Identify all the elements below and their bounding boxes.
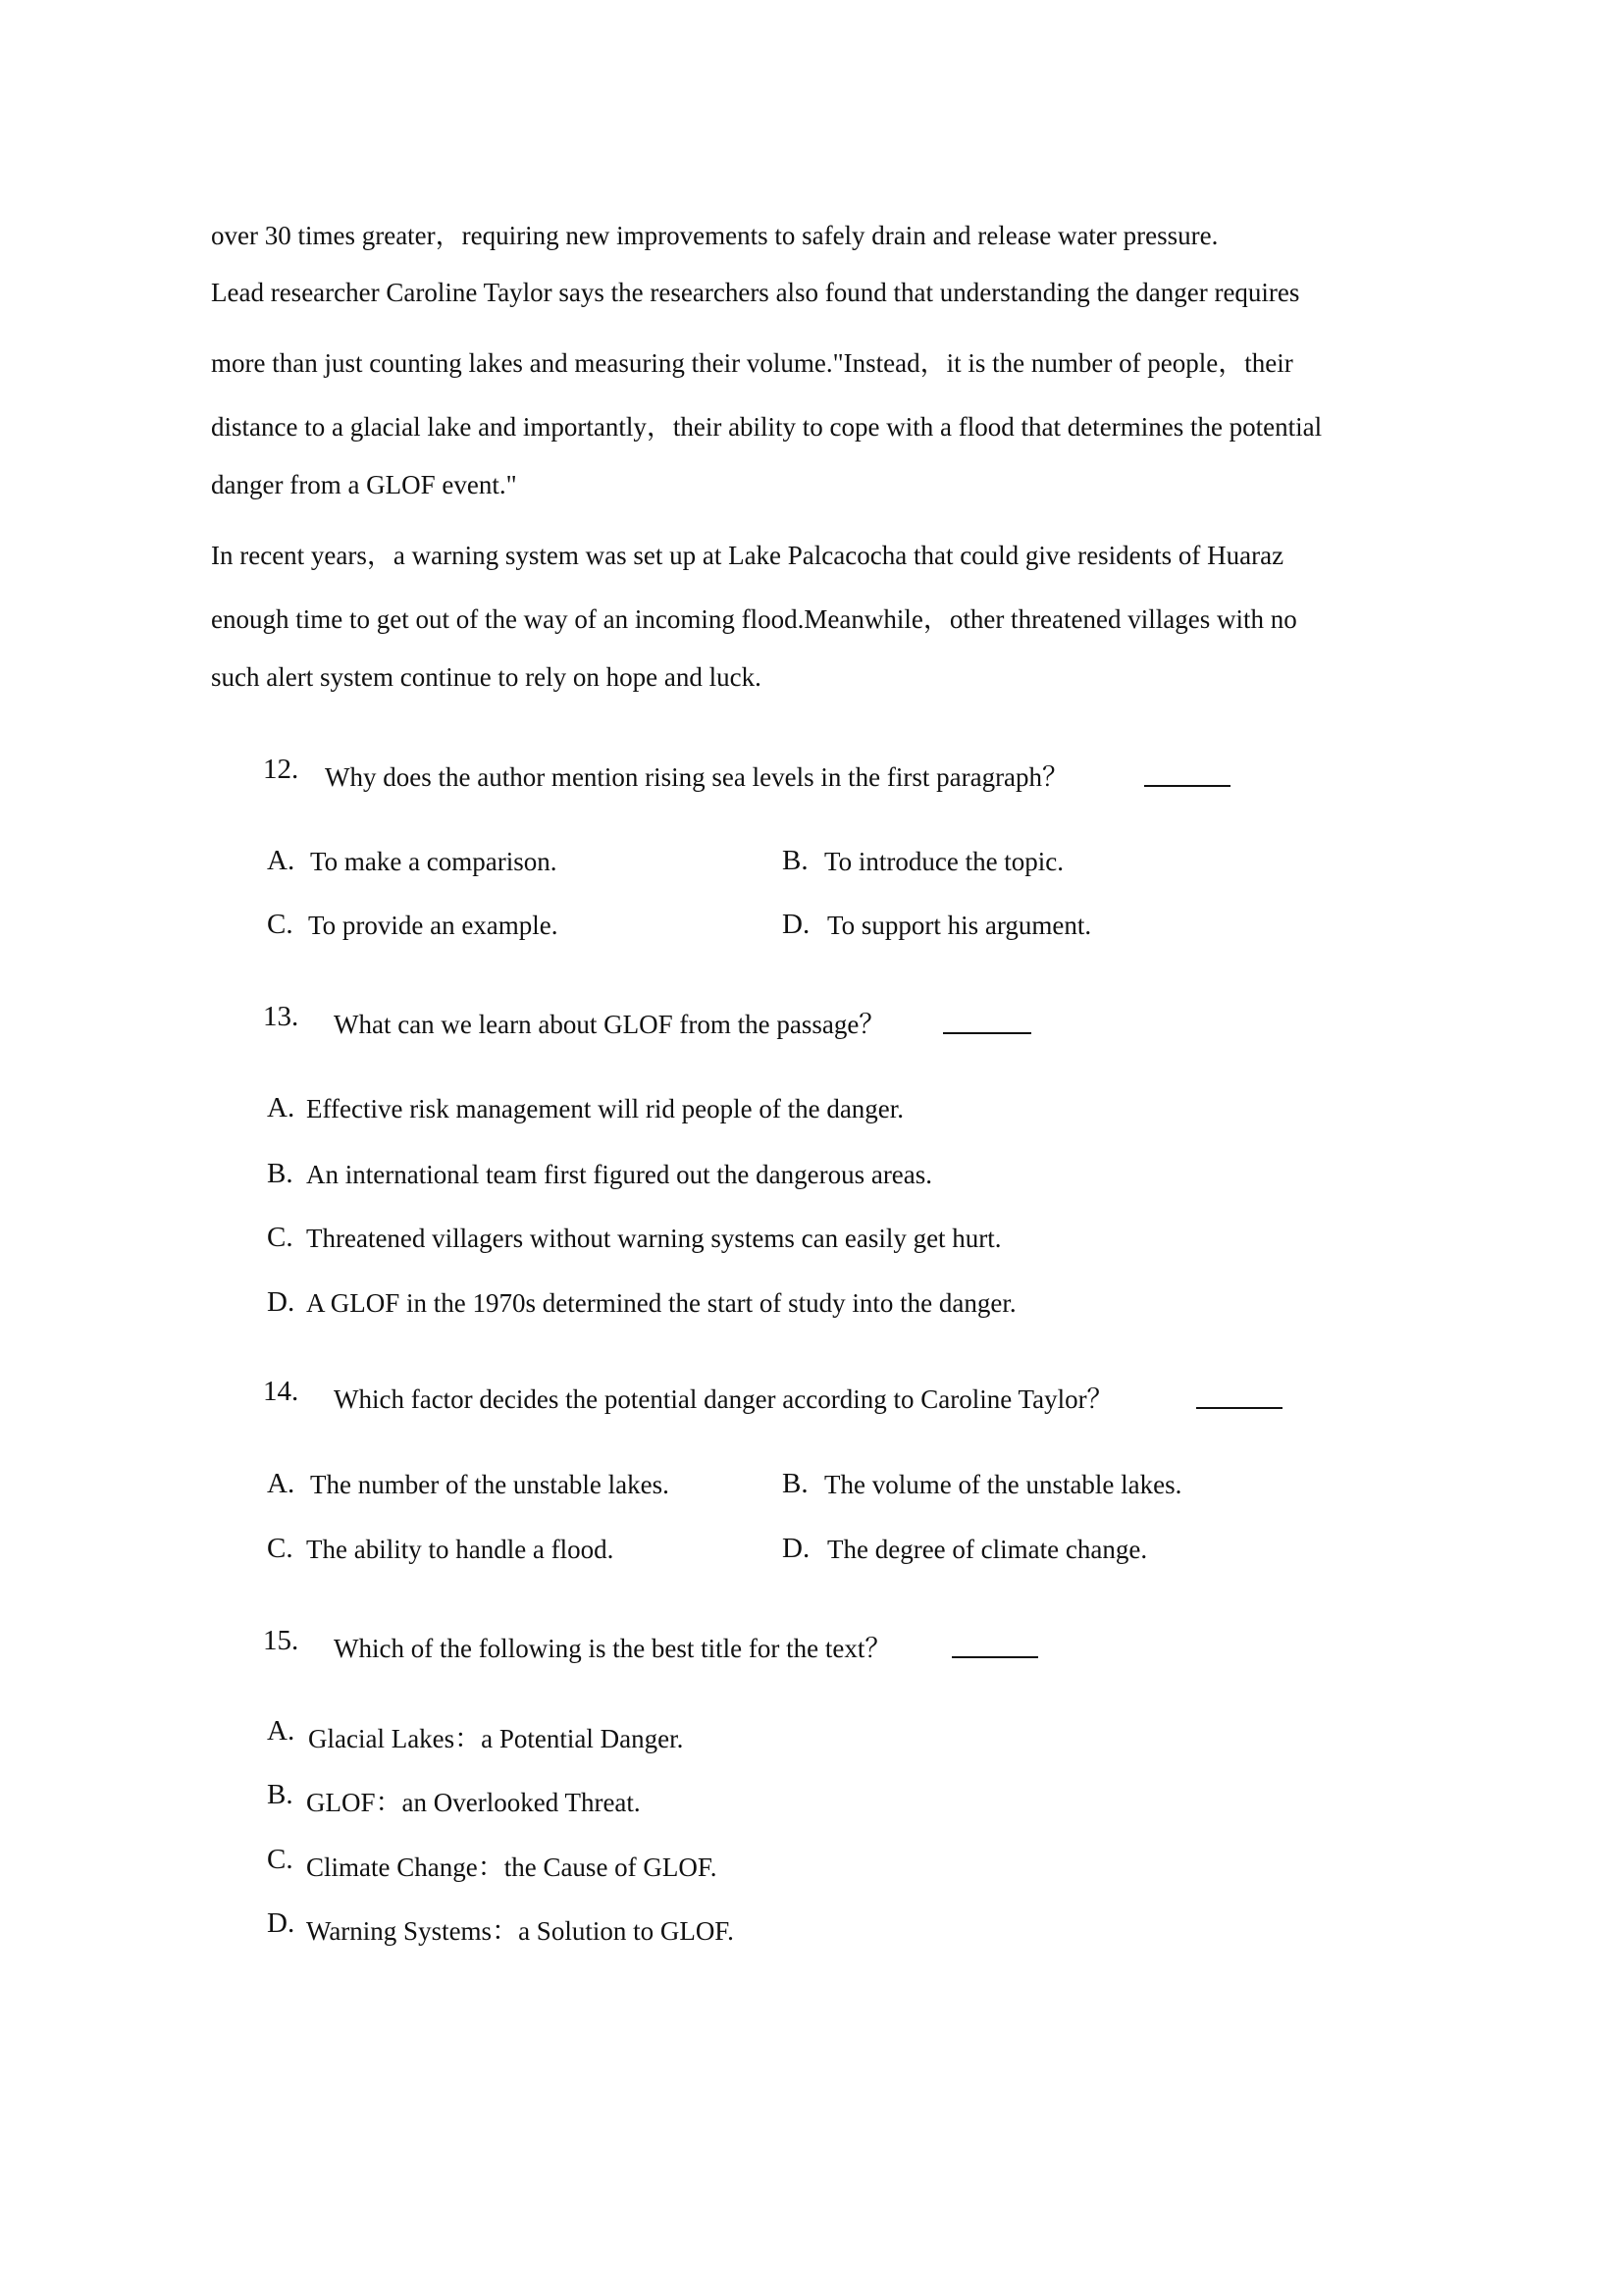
option-letter: A. [267, 845, 295, 876]
option-text: The volume of the unstable lakes. [824, 1470, 1182, 1499]
option-text: To introduce the topic. [824, 847, 1065, 876]
option-text: The degree of climate change. [827, 1535, 1148, 1564]
option-letter: C. [267, 1533, 293, 1564]
option-letter: C. [267, 1844, 293, 1875]
passage-line: In recent years，a warning system was set up at Lake Palcacocha that could give residents of Huaraz [211, 541, 1284, 570]
option-text: Glacial Lakes：a Potential Danger. [308, 1724, 684, 1753]
answer-blank[interactable] [1196, 1407, 1283, 1409]
passage-line: such alert system continue to rely on hope and luck. [211, 662, 761, 692]
option-letter: C. [267, 1222, 293, 1253]
answer-blank[interactable] [1144, 785, 1230, 787]
question-text: What can we learn about GLOF from the passage？ [334, 1010, 886, 1039]
option-text: To support his argument. [827, 911, 1092, 940]
question-text: Why does the author mention rising sea levels in the first paragraph？ [325, 762, 1070, 792]
option-letter: D. [782, 1533, 811, 1564]
answer-blank[interactable] [943, 1032, 1031, 1034]
option-text: A GLOF in the 1970s determined the start of study into the danger. [306, 1288, 1017, 1318]
option-letter: B. [267, 1158, 293, 1189]
question-number: 12. [263, 754, 299, 785]
option-text: The ability to handle a flood. [306, 1535, 614, 1564]
passage-line: Lead researcher Caroline Taylor says the researchers also found that understanding the danger requires [211, 278, 1300, 307]
passage-line: enough time to get out of the way of an incoming flood.Meanwhile，other threatened villages with no [211, 604, 1297, 634]
option-letter: C. [267, 909, 293, 940]
option-letter: B. [782, 845, 809, 876]
question-number: 15. [263, 1625, 299, 1656]
answer-blank[interactable] [952, 1656, 1038, 1658]
option-text: Effective risk management will rid people of the danger. [306, 1094, 905, 1123]
option-letter: D. [267, 1907, 295, 1939]
question-text: Which factor decides the potential danger according to Caroline Taylor？ [334, 1384, 1114, 1414]
option-text: Threatened villagers without warning systems can easily get hurt. [306, 1224, 1002, 1253]
option-letter: D. [267, 1286, 295, 1318]
option-letter: B. [267, 1779, 293, 1810]
option-letter: A. [267, 1468, 295, 1499]
option-letter: B. [782, 1468, 809, 1499]
option-letter: A. [267, 1715, 295, 1747]
passage-line: more than just counting lakes and measuring their volume."Instead，it is the number of people，their [211, 348, 1293, 378]
option-text: Warning Systems：a Solution to GLOF. [306, 1916, 734, 1946]
option-text: GLOF：an Overlooked Threat. [306, 1788, 641, 1817]
option-text: To provide an example. [308, 911, 558, 940]
passage-line: over 30 times greater，requiring new improvements to safely drain and release water pressure. [211, 221, 1219, 250]
option-text: To make a comparison. [310, 847, 557, 876]
passage-line: danger from a GLOF event." [211, 470, 517, 499]
option-text: The number of the unstable lakes. [310, 1470, 669, 1499]
option-letter: A. [267, 1092, 295, 1123]
passage-line: distance to a glacial lake and importantly，their ability to cope with a flood that determines the potential [211, 412, 1323, 442]
question-text: Which of the following is the best title for the text？ [334, 1634, 892, 1663]
question-number: 14. [263, 1376, 299, 1407]
option-text: Climate Change：the Cause of GLOF. [306, 1852, 717, 1882]
question-number: 13. [263, 1001, 299, 1032]
option-letter: D. [782, 909, 811, 940]
option-text: An international team first figured out the dangerous areas. [306, 1160, 933, 1189]
